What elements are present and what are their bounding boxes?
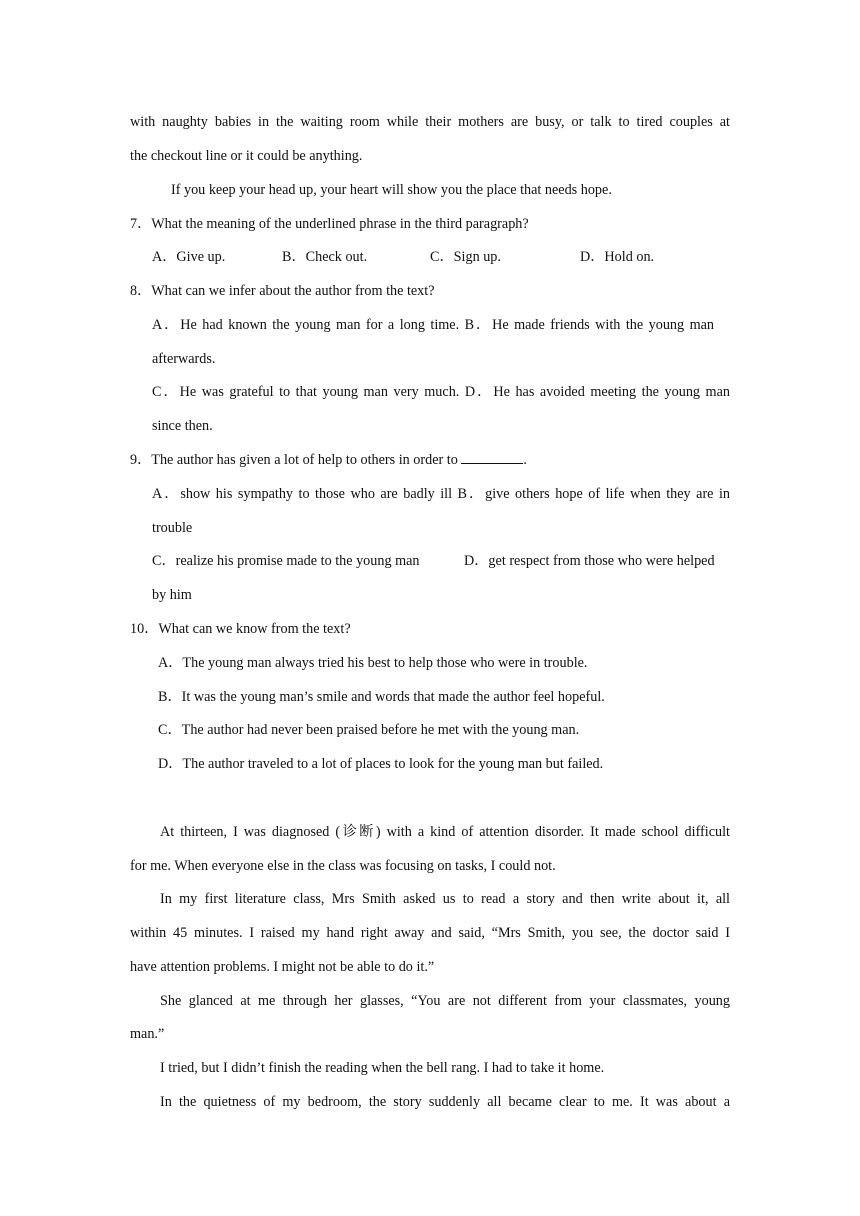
question-7-stem: 7．What the meaning of the underlined phrase in the third paragraph? (130, 216, 529, 232)
q7-option-b: B．Check out. (282, 249, 368, 265)
passage-line: In my first literature class, Mrs Smith asked us to read a story and then write about it, all (160, 891, 730, 907)
answer-blank (461, 451, 523, 464)
passage-line: within 45 minutes. I raised my hand right away and said, “Mrs Smith, you see, the doctor said I (130, 925, 730, 941)
passage-line: In the quietness of my bedroom, the story suddenly all became clear to me. It was about a (160, 1094, 730, 1110)
q9-stem-end: . (523, 452, 527, 468)
question-9-stem (130, 451, 527, 469)
q9-options-ab-cont: trouble (152, 520, 193, 536)
q8-options-cd-cont: since then. (152, 418, 213, 434)
q9-option-d: D．get respect from those who were helped (464, 553, 715, 569)
passage-line: man.” (130, 1026, 165, 1042)
q8-options-ab-cont: afterwards. (152, 351, 216, 367)
passage-line: the checkout line or it could be anything. (130, 148, 363, 164)
q9-option-d-cont: by him (152, 587, 192, 603)
q10-option-c: C．The author had never been praised before he met with the young man. (158, 722, 580, 738)
q9-options-ab: A．show his sympathy to those who are badly ill B．give others hope of life when they are in (152, 486, 730, 502)
passage-line: If you keep your head up, your heart will show you the place that needs hope. (171, 182, 612, 198)
passage-line: She glanced at me through her glasses, “You are not different from your classmates, young (160, 993, 730, 1009)
q10-option-b: B．It was the young man’s smile and words that made the author feel hopeful. (158, 689, 605, 705)
passage-line: I tried, but I didn’t finish the reading when the bell rang. I had to take it home. (160, 1060, 605, 1076)
q7-option-d: D．Hold on. (580, 249, 655, 265)
passage-line: have attention problems. I might not be able to do it.” (130, 959, 435, 975)
question-8-stem: 8．What can we infer about the author from the text? (130, 283, 435, 299)
q9-stem-text: 9．The author has given a lot of help to others in order to (130, 452, 462, 468)
q10-option-a: A．The young man always tried his best to help those who were in trouble. (158, 655, 588, 671)
question-10-stem: 10．What can we know from the text? (130, 621, 351, 637)
q7-option-c: C．Sign up. (430, 249, 501, 265)
q9-option-c: C．realize his promise made to the young man (152, 553, 420, 569)
passage-line: for me. When everyone else in the class was focusing on tasks, I could not. (130, 858, 556, 874)
passage-line: with naughty babies in the waiting room while their mothers are busy, or talk to tired couples at (130, 114, 730, 130)
q8-options-cd: C．He was grateful to that young man very much. D．He has avoided meeting the young man (152, 384, 730, 400)
q7-option-a: A．Give up. (152, 249, 226, 265)
q10-option-d: D．The author traveled to a lot of places to look for the young man but failed. (158, 756, 604, 772)
passage-line: At thirteen, I was diagnosed (诊断) with a kind of attention disorder. It made school difficult (160, 824, 730, 840)
q8-options-ab: A．He had known the young man for a long time. B．He made friends with the young man (152, 317, 714, 333)
